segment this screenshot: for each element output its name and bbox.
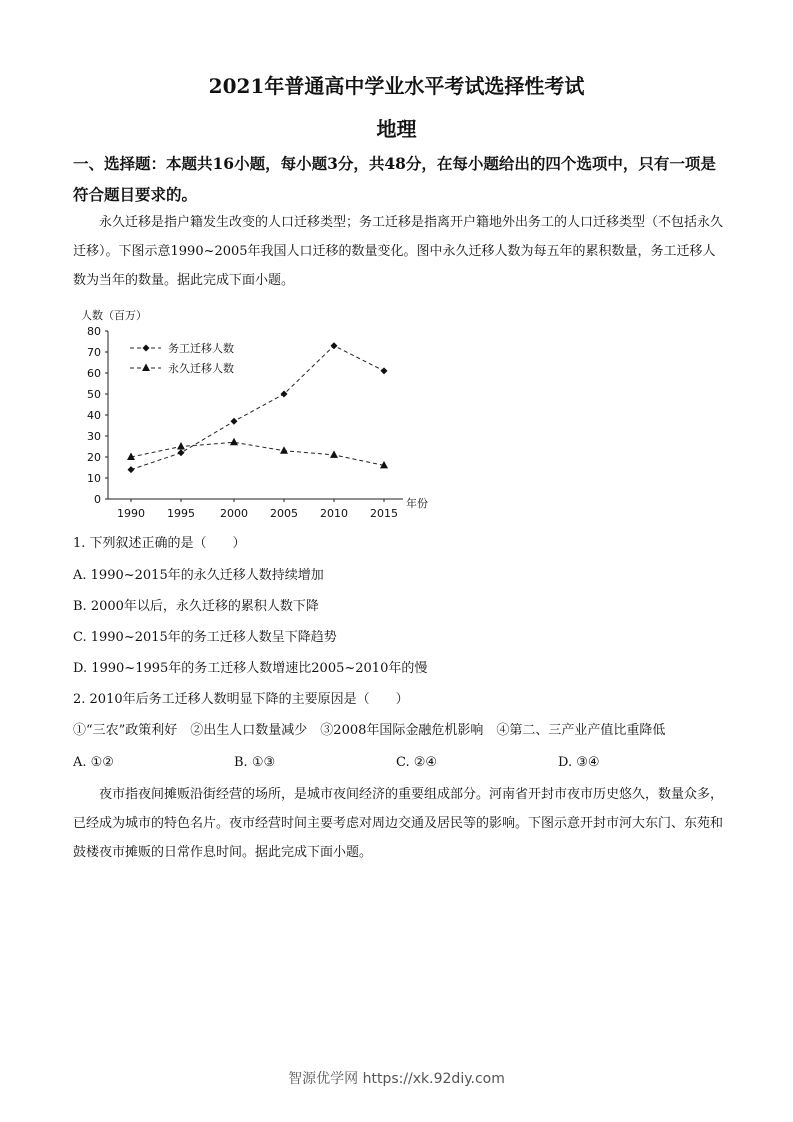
q2-option-b-text: B. ①③ (234, 755, 276, 770)
y-tick-label: 60 (87, 367, 101, 380)
q1-option-b-text: B. 2000年以后，永久迁移的累积人数下降 (73, 599, 319, 614)
series-layer (127, 342, 388, 473)
q2-statements (73, 721, 665, 741)
data-point (230, 438, 238, 446)
legend-marker (142, 364, 150, 372)
x-tick-label: 2010 (320, 507, 348, 520)
chart-legend (130, 341, 234, 375)
x-tick-label: 1990 (117, 507, 145, 520)
x-tick-label: 2005 (270, 507, 298, 520)
data-point (381, 367, 388, 374)
q2-option-a-text: A. ①② (73, 755, 114, 770)
data-point (177, 442, 185, 450)
legend-label: 务工迁移人数 (168, 342, 234, 355)
y-tick-label: 0 (94, 493, 101, 506)
q1-option-d-text: D. 1990~1995年的务工迁移人数增速比2005~2010年的慢 (73, 661, 428, 676)
migration-line-chart (73, 305, 443, 525)
y-axis-label: 人数（百万） (81, 309, 147, 322)
y-tick-label: 10 (87, 472, 101, 485)
q2-option-a[interactable] (73, 753, 114, 773)
q1-option-a[interactable] (73, 566, 324, 586)
chart-axes (108, 331, 403, 499)
footer-watermark: 智源优学网 https://xk.92diy.com (288, 1071, 505, 1087)
section-heading: 一、选择题：本题共16小题，每小题3分，共48分，在每小题给出的四个选项中，只有一项是符合题目要求的。 (73, 154, 716, 204)
q2-stem (73, 690, 409, 710)
data-point (281, 391, 288, 398)
data-point (330, 450, 338, 458)
data-point (178, 449, 185, 456)
q1-stem (73, 534, 246, 554)
y-tick-label: 50 (87, 388, 101, 401)
q2-option-c-text: C. ②④ (396, 755, 438, 770)
subject-title: 地理 (376, 117, 417, 141)
y-axis-ticks (87, 325, 108, 506)
legend-label: 永久迁移人数 (168, 362, 234, 375)
data-point (280, 446, 288, 454)
q1-option-a-text: A. 1990~2015年的永久迁移人数持续增加 (73, 568, 324, 583)
data-point (331, 342, 338, 349)
x-axis-label: 年份 (406, 497, 428, 510)
data-point (231, 418, 238, 425)
legend-marker (143, 345, 150, 352)
y-tick-label: 20 (87, 451, 101, 464)
y-tick-label: 40 (87, 409, 101, 422)
series-permanent-migration (127, 438, 388, 469)
q2-option-d[interactable] (558, 753, 600, 773)
q1-option-c[interactable] (73, 628, 337, 648)
q2-option-b[interactable] (234, 753, 275, 773)
passage-night-market: 夜市指夜间摊贩沿街经营的场所，是城市夜间经济的重要组成部分。河南省开封市夜市历史悠久，数量众多，已经成为城市的特色名片。夜市经营时间主要考虑对周边交通及居民等的影响。下图示意开封市河大东门、东苑和鼓楼夜市摊贩的日常作息时间。据此完成下面小题。 (73, 787, 724, 860)
series-line (131, 442, 384, 465)
series-work-migration (128, 342, 388, 473)
data-point (128, 466, 135, 473)
q1-option-d[interactable] (73, 659, 427, 679)
q2-option-c[interactable] (396, 753, 437, 773)
y-tick-label: 30 (87, 430, 101, 443)
q1-option-b[interactable] (73, 597, 319, 617)
x-axis-ticks (117, 499, 398, 520)
q1-option-c-text: C. 1990~2015年的务工迁移人数呈下降趋势 (73, 630, 337, 645)
y-tick-label: 80 (87, 325, 101, 338)
q1-stem-text: 1. 下列叙述正确的是（ ） (73, 536, 246, 551)
x-tick-label: 1995 (167, 507, 195, 520)
q2-statements-text: ①“三农”政策利好 ②出生人口数量减少 ③2008年国际金融危机影响 ④第二、三产业产值比重降低 (73, 723, 666, 738)
x-tick-label: 2000 (220, 507, 248, 520)
x-tick-label: 2015 (370, 507, 398, 520)
y-tick-label: 70 (87, 346, 101, 359)
exam-title: 2021年普通高中学业水平考试选择性考试 (208, 74, 585, 98)
passage-migration: 永久迁移是指户籍发生改变的人口迁移类型；务工迁移是指离开户籍地外出务工的人口迁移类型（不包括永久迁移）。下图示意1990~2005年我国人口迁移的数量变化。图中永久迁移人数为每五年的累积数量，务工迁移人数为当年的数量。据此完成下面小题。 (73, 215, 724, 288)
q2-stem-text: 2. 2010年后务工迁移人数明显下降的主要原因是（ ） (73, 692, 409, 707)
q2-option-d-text: D. ③④ (558, 755, 600, 770)
